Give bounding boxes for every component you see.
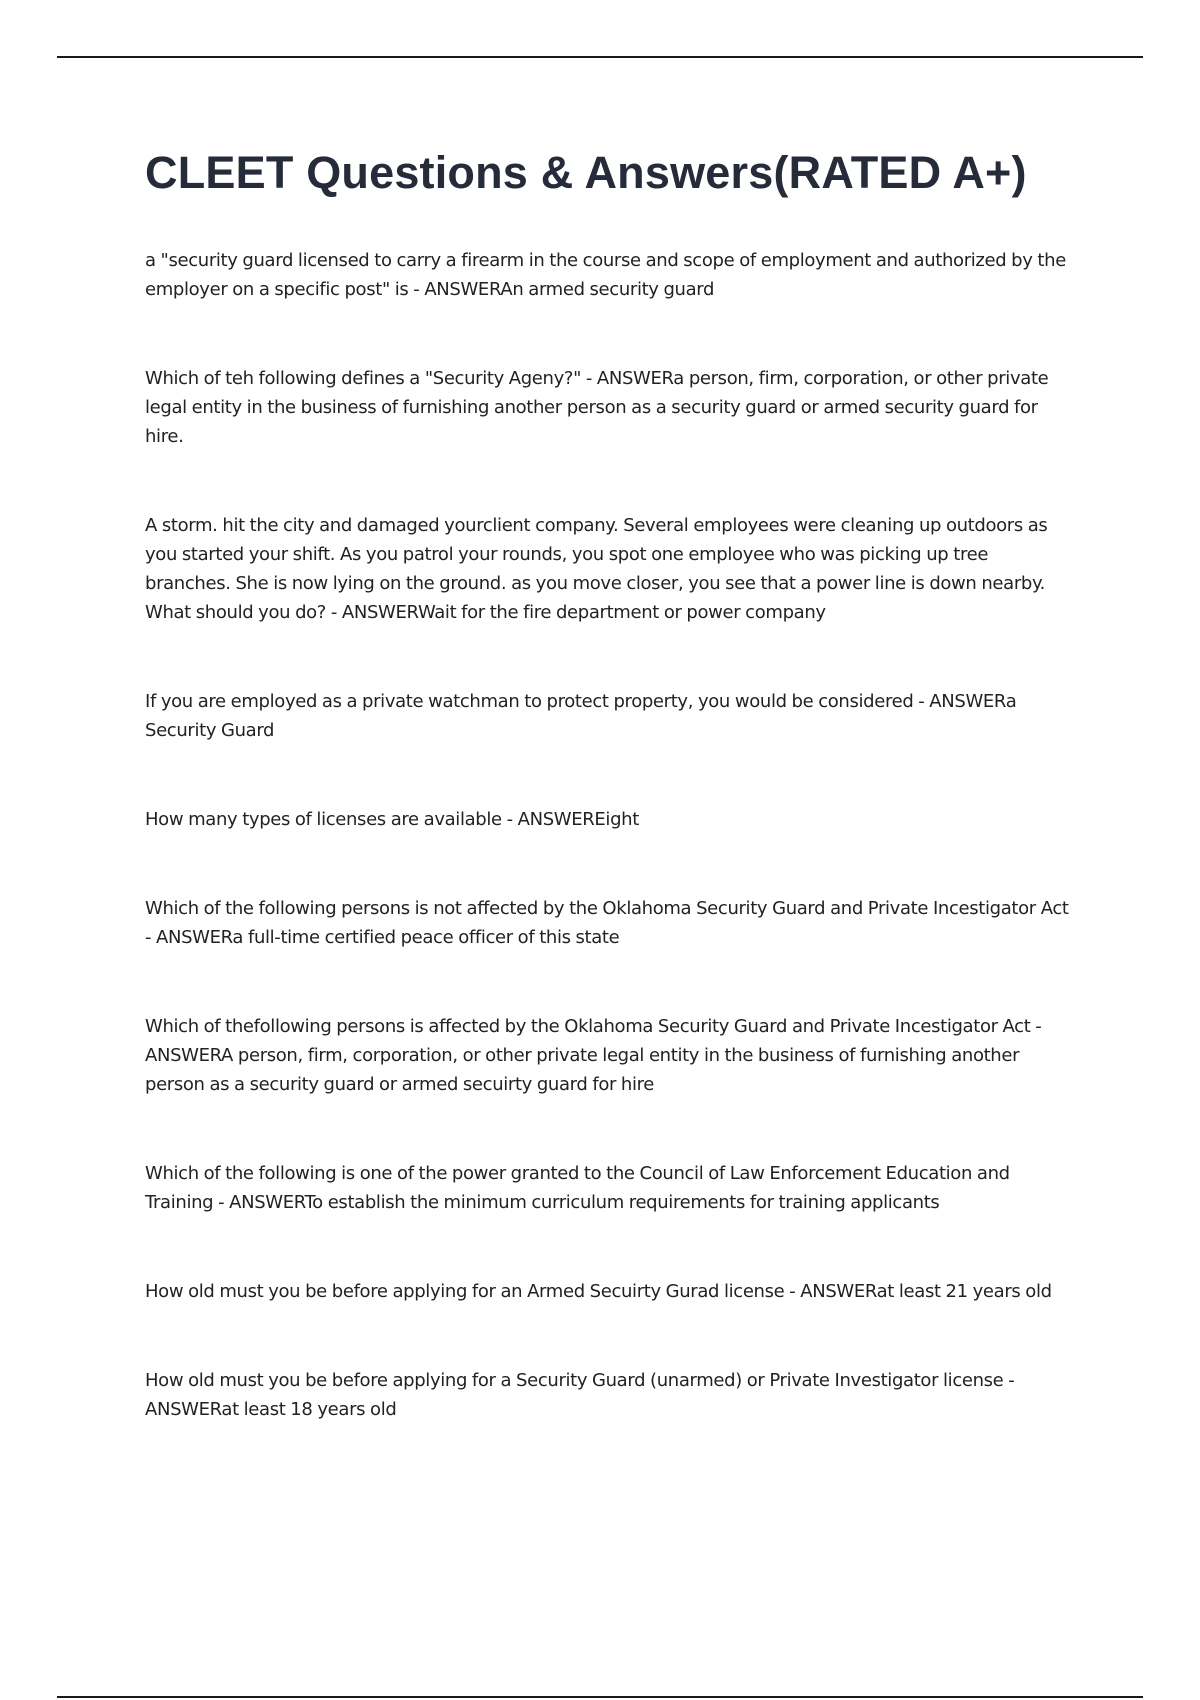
- qa-item: How many types of licenses are available - ANSWEREight: [145, 809, 639, 830]
- qa-item: How old must you be before applying for an Armed Secuirty Gurad license - ANSWERat least 21 years old: [145, 1281, 1052, 1302]
- qa-item: If you are employed as a private watchman to protect property, you would be considered - ANSWERa Security Guard: [145, 691, 1017, 741]
- qa-item: Which of teh following defines a "Security Ageny?" - ANSWERa person, firm, corporation, or other private legal entity in the business of furnishing another person as a security guard or armed security guard for hire.: [145, 368, 1049, 447]
- qa-list: [145, 246, 1070, 1424]
- document-body: [145, 144, 1070, 1484]
- document-title: CLEET Questions & Answers(RATED A+): [145, 147, 1027, 198]
- qa-item: Which of the following is one of the power granted to the Council of Law Enforcement Education and Training - ANSWERTo establish the minimum curriculum requirements for training applicants: [145, 1163, 1010, 1213]
- footer-rule: [57, 1696, 1143, 1698]
- qa-item: A storm. hit the city and damaged yourclient company. Several employees were cleaning up outdoors as you started your shift. As you patrol your rounds, you spot one employee who was picking up tree branches. She is now lying on the ground. as you move closer, you see that a power line is down nearby. What should you do? - ANSWERWait for the fire department or power company: [145, 515, 1048, 623]
- header-rule: [57, 56, 1143, 58]
- qa-item: Which of thefollowing persons is affected by the Oklahoma Security Guard and Private Incestigator Act - ANSWERA person, firm, corporation, or other private legal entity in the business of furnishing another person as a security guard or armed secuirty guard for hire: [145, 1016, 1042, 1095]
- qa-item: Which of the following persons is not affected by the Oklahoma Security Guard and Private Incestigator Act - ANSWERa full-time certified peace officer of this state: [145, 898, 1069, 948]
- qa-item: a "security guard licensed to carry a firearm in the course and scope of employment and authorized by the employer on a specific post" is - ANSWERAn armed security guard: [145, 250, 1066, 300]
- qa-item: How old must you be before applying for a Security Guard (unarmed) or Private Investigator license - ANSWERat least 18 years old: [145, 1370, 1015, 1420]
